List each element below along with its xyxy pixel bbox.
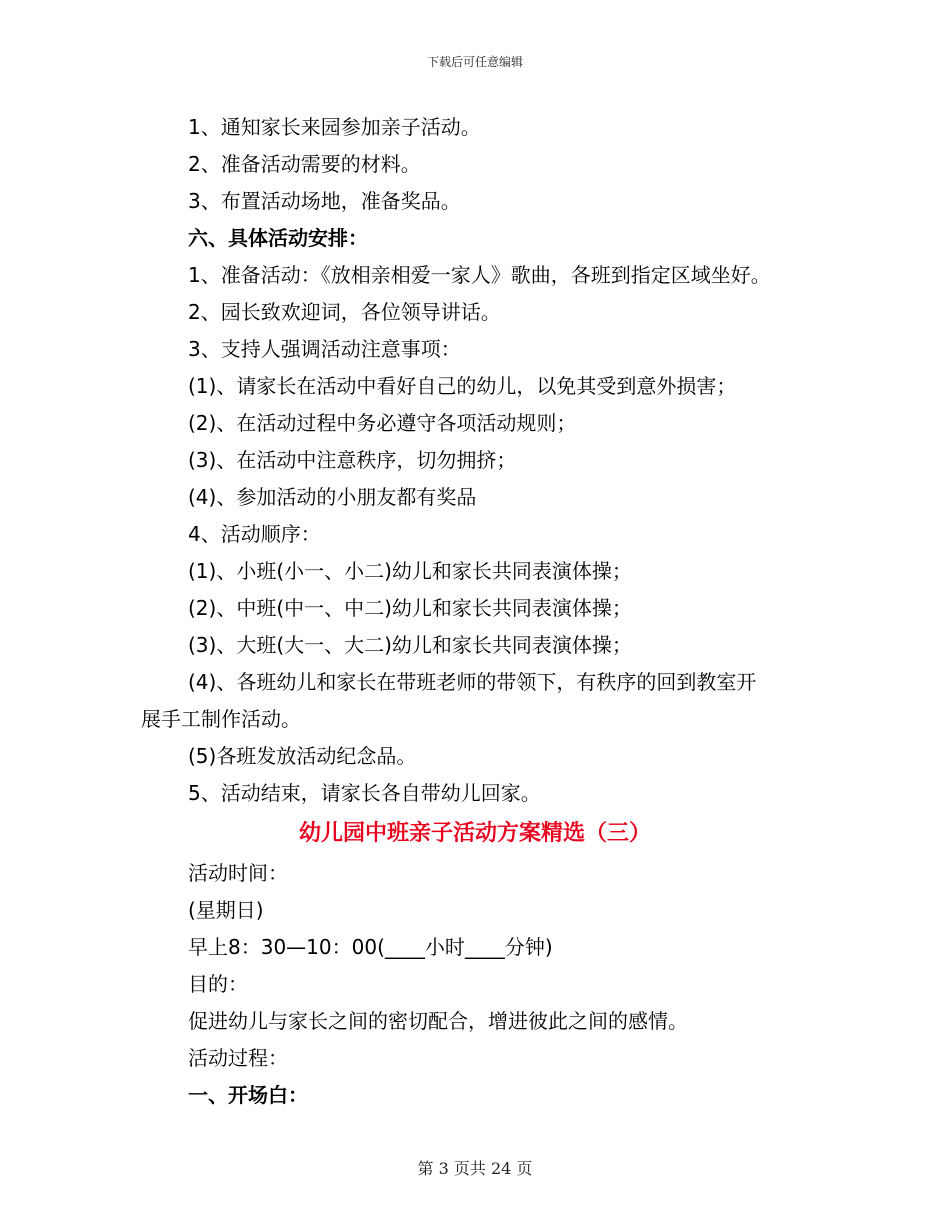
text-line: 展手工制作活动。 <box>141 707 301 731</box>
text-line: (3)、大班(大一、大二)幼儿和家长共同表演体操； <box>188 633 632 657</box>
page-header: 下载后可任意编辑 <box>426 55 523 69</box>
text-line: 活动时间： <box>188 861 288 885</box>
text-line: 目的： <box>188 972 248 996</box>
text-line: 早上8：30—10：00(____小时____分钟) <box>188 935 553 959</box>
text-line: 活动过程： <box>188 1046 288 1070</box>
text-line: 促进幼儿与家长之间的密切配合，增进彼此之间的感情。 <box>188 1009 688 1033</box>
text-line: (4)、参加活动的小朋友都有奖品 <box>188 485 477 509</box>
text-line: (3)、在活动中注意秩序，切勿拥挤； <box>188 448 517 472</box>
text-line: 2、园长致欢迎词，各位领导讲话。 <box>188 300 501 324</box>
section-title: 幼儿园中班亲子活动方案精选（三） <box>298 821 651 846</box>
text-line: (5)各班发放活动纪念品。 <box>188 744 417 768</box>
text-line: (2)、在活动过程中务必遵守各项活动规则； <box>188 411 577 435</box>
text-line: 1、准备活动：《放相亲相爱一家人》歌曲，各班到指定区域坐好。 <box>188 263 771 287</box>
text-line: (星期日) <box>188 898 264 922</box>
section-heading: 六、具体活动安排： <box>188 226 368 250</box>
text-line: (1)、小班(小一、小二)幼儿和家长共同表演体操； <box>188 559 632 583</box>
text-line: (1)、请家长在活动中看好自己的幼儿，以免其受到意外损害； <box>188 374 737 398</box>
text-line: 3、布置活动场地，准备奖品。 <box>188 189 461 213</box>
text-line: 2、准备活动需要的材料。 <box>188 152 421 176</box>
text-line: 5、活动结束，请家长各自带幼儿回家。 <box>188 781 541 805</box>
text-line: 4、活动顺序： <box>188 522 321 546</box>
page-footer: 第 3 页共 24 页 <box>417 1159 533 1178</box>
text-line: (2)、中班(中一、中二)幼儿和家长共同表演体操； <box>188 596 632 620</box>
text-line: (4)、各班幼儿和家长在带班老师的带领下，有秩序的回到教室开 <box>188 670 757 694</box>
text-line: 1、通知家长来园参加亲子活动。 <box>188 115 481 139</box>
section-heading: 一、开场白： <box>188 1083 308 1107</box>
text-line: 3、支持人强调活动注意事项： <box>188 337 461 361</box>
